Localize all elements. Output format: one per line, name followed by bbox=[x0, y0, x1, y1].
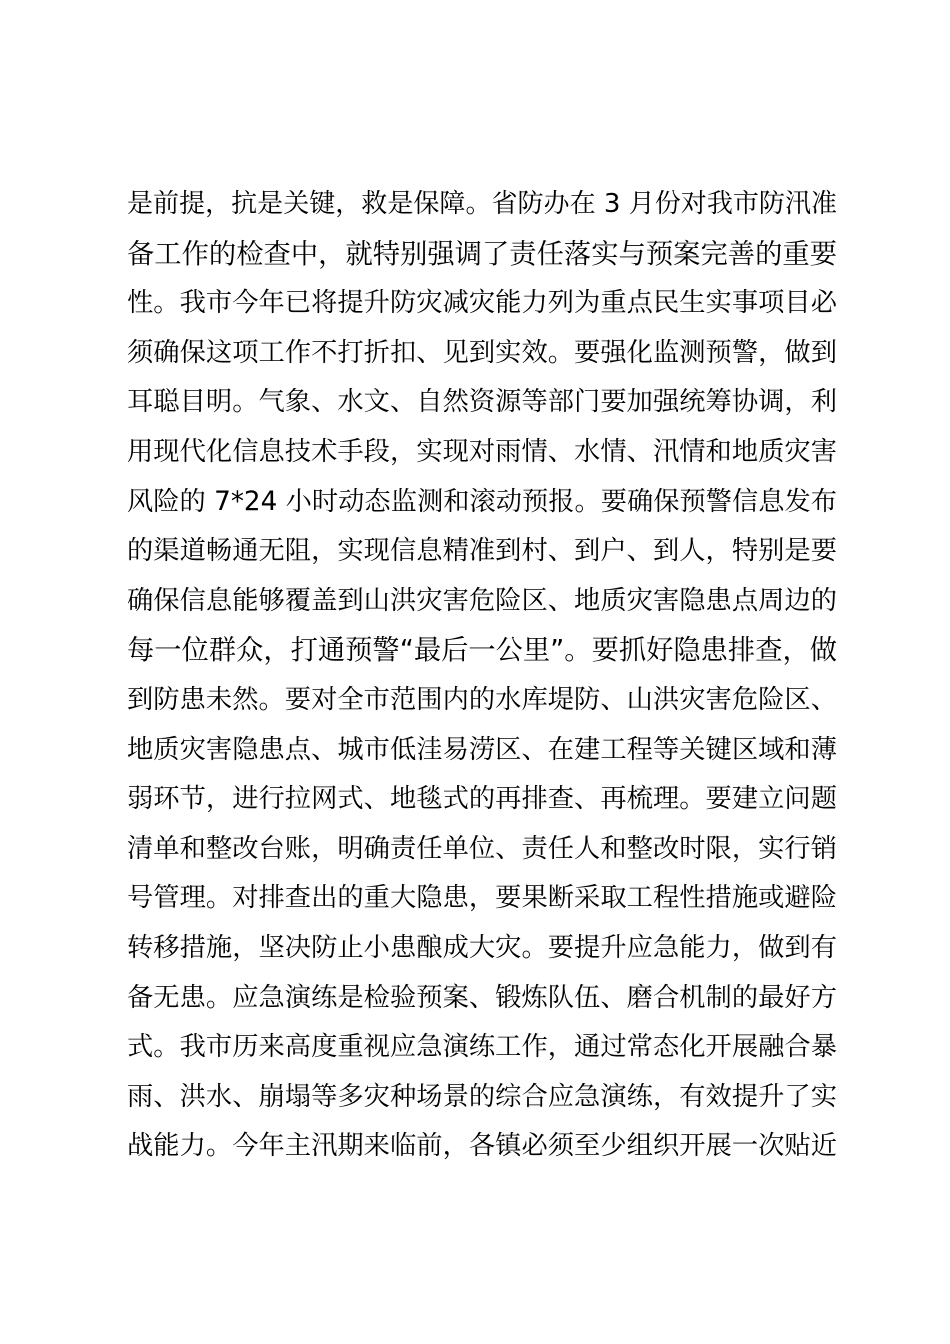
text-line: 战能力。今年主汛期来临前，各镇必须至少组织开展一次贴近 bbox=[127, 1131, 837, 1162]
text-line: 性。我市今年已将提升防灾减灾能力列为重点民生实事项目必 bbox=[127, 288, 837, 319]
text-line: 转移措施，坚决防止小患酿成大灾。要提升应急能力，做到有 bbox=[127, 932, 837, 963]
text-line: 备工作的检查中，就特别强调了责任落实与预案完善的重要 bbox=[127, 238, 837, 270]
text-line: 清单和整改台账，明确责任单位、责任人和整改时限，实行销 bbox=[127, 833, 837, 864]
text-line: 的渠道畅通无阻，实现信息精准到村、到户、到人，特别是要 bbox=[127, 536, 837, 567]
text-line: 备无患。应急演练是检验预案、锻炼队伍、磨合机制的最好方 bbox=[127, 982, 837, 1013]
text-line: 须确保这项工作不打折扣、见到实效。要强化监测预警，做到 bbox=[127, 337, 837, 368]
text-line: 是前提，抗是关键，救是保障。省防办在 3 月份对我市防汛准 bbox=[127, 189, 837, 219]
text-line: 弱环节，进行拉网式、地毯式的再排查、再梳理。要建立问题 bbox=[127, 784, 837, 815]
text-line: 确保信息能够覆盖到山洪灾害危险区、地质灾害隐患点周边的 bbox=[127, 585, 837, 616]
text-line: 风险的 7*24 小时动态监测和滚动预报。要确保预警信息发布 bbox=[127, 486, 837, 517]
text-line: 式。我市历来高度重视应急演练工作，通过常态化开展融合暴 bbox=[127, 1032, 837, 1063]
text-line: 地质灾害隐患点、城市低洼易涝区、在建工程等关键区域和薄 bbox=[127, 734, 837, 765]
text-line: 用现代化信息技术手段，实现对雨情、水情、汛情和地质灾害 bbox=[127, 436, 837, 467]
text-line: 耳聪目明。气象、水文、自然资源等部门要加强统筹协调，利 bbox=[127, 387, 837, 418]
text-line: 到防患未然。要对全市范围内的水库堤防、山洪灾害危险区、 bbox=[127, 684, 837, 715]
body-paragraph bbox=[127, 180, 837, 1172]
text-line: 雨、洪水、崩塌等多灾种场景的综合应急演练，有效提升了实 bbox=[127, 1081, 837, 1112]
text-line: 每一位群众，打通预警“最后一公里”。要抓好隐患排查，做 bbox=[127, 635, 837, 667]
text-line: 号管理。对排查出的重大隐患，要果断采取工程性措施或避险 bbox=[127, 883, 837, 914]
